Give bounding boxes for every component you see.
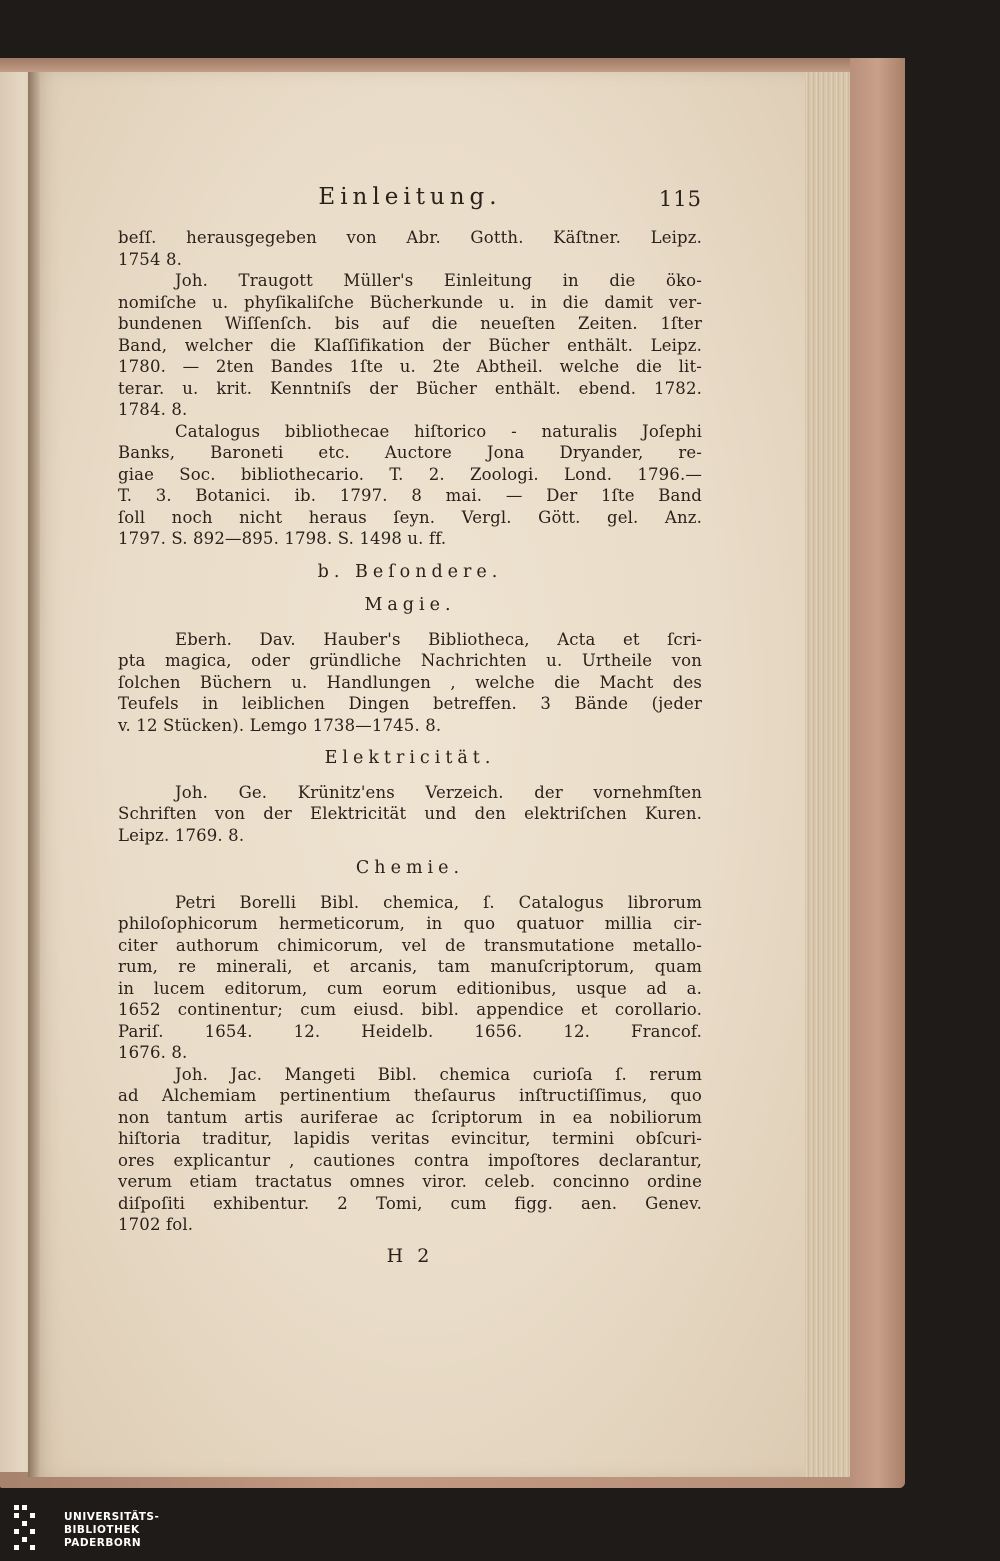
library-logo-icon (14, 1505, 56, 1555)
text-line: Catalogus bibliothecae hiſtorico - naturalis Joſephi (175, 421, 702, 441)
logo-line-3: PADERBORN (64, 1536, 142, 1549)
text-line: Eberh. Dav. Hauber's Bibliotheca, Acta et ſcri- (175, 629, 702, 649)
cover-right-edge (850, 58, 905, 1488)
text-line: Joh. Jac. Mangeti Bibl. chemica curioſa ſ. rerum (175, 1064, 702, 1084)
text-line: non tantum artis auriferae ac ſcriptorum in ea nobiliorum (118, 1107, 702, 1127)
text-line: 1702 fol. (118, 1215, 194, 1234)
signature-mark: H 2 (386, 1244, 434, 1267)
text-line: 1754 8. (118, 249, 183, 269)
section-heading: Magie. (364, 595, 456, 615)
page-number: 115 (658, 187, 702, 211)
section-heading: Chemie. (355, 858, 465, 878)
cover-top-edge (0, 58, 905, 72)
text-line: citer authorum chimicorum, vel de transmutatione metallo- (118, 935, 702, 955)
logo-line-1: UNIVERSITÄTS- (64, 1510, 160, 1523)
text-line: beſſ. herausgegeben von Abr. Gotth. Käſtner. Leipz. (118, 228, 702, 247)
page-fore-edge (805, 72, 850, 1477)
text-line: ſoll noch nicht heraus ſeyn. Vergl. Gött. gel. Anz. (118, 507, 702, 527)
text-line: Petri Borelli Bibl. chemica, ſ. Catalogus librorum (175, 892, 702, 912)
text-line: rum, re minerali, et arcanis, tam manuſcriptorum, quam (118, 957, 702, 976)
text-line: Schriften von der Elektricität und den elektriſchen Kuren. (118, 804, 702, 823)
text-line: diſpoſiti exhibentur. 2 Tomi, cum figg. aen. Genev. (118, 1193, 702, 1213)
text-line: 1652 continentur; cum eiusd. bibl. appendice et corollario. (118, 1000, 702, 1019)
text-line: ſolchen Büchern u. Handlungen , welche die Macht des (118, 672, 702, 692)
text-line: pta magica, oder gründliche Nachrichten u. Urtheile von (118, 651, 702, 670)
text-line: v. 12 Stücken). Lemgo 1738—1745. 8. (118, 715, 442, 735)
section-heading: Elektricität. (324, 748, 496, 768)
text-line: bundenen Wiſſenſch. bis auf die neueſten Zeiten. 1ſter (118, 314, 702, 333)
text-line: Joh. Ge. Krünitz'ens Verzeich. der vornehmſten (175, 782, 702, 802)
text-line: giae Soc. bibliothecario. T. 2. Zoologi. Lond. 1796.— (118, 464, 702, 484)
page-gutter (28, 72, 40, 1477)
text-line: verum etiam tractatus omnes viror. celeb. concinno ordine (118, 1172, 702, 1191)
text-body (118, 227, 702, 1236)
text-line: philoſophicorum hermeticorum, in quo quatuor millia cir- (118, 914, 702, 933)
running-title: Einleitung. (318, 184, 502, 210)
text-line: nomiſche u. phyſikaliſche Bücherkunde u. in die damit ver- (118, 292, 702, 312)
text-line: 1676. 8. (118, 1043, 188, 1062)
section-heading: b. Beſondere. (317, 561, 503, 582)
logo-line-2: BIBLIOTHEK (64, 1523, 140, 1536)
text-line: Banks, Baroneti etc. Auctore Jona Dryander, re- (118, 443, 702, 462)
text-line: hiſtoria traditur, lapidis veritas evincitur, termini obſcuri- (118, 1129, 702, 1148)
text-line: Band, welcher die Klaſſifikation der Bücher enthält. Leipz. (118, 335, 702, 355)
running-header (118, 183, 702, 227)
page-text (118, 183, 702, 1267)
text-line: Joh. Traugott Müller's Einleitung in die öko- (175, 271, 702, 290)
text-line: 1784. 8. (118, 400, 188, 419)
text-line: 1780. — 2ten Bandes 1ſte u. 2te Abtheil. welche die lit- (118, 357, 702, 376)
text-line: ad Alchemiam pertinentium theſaurus inſtructiſſimus, quo (118, 1086, 702, 1105)
text-line: terar. u. krit. Kenntniſs der Bücher enthält. ebend. 1782. (118, 378, 702, 398)
text-line: T. 3. Botanici. ib. 1797. 8 mai. — Der 1ſte Band (118, 486, 702, 505)
text-line: Leipz. 1769. 8. (118, 825, 245, 845)
text-line: ores explicantur , cautiones contra impoſtores declarantur, (118, 1150, 702, 1170)
text-line: 1797. S. 892—895. 1798. S. 1498 u. ff. (118, 529, 447, 548)
library-logo (14, 1505, 159, 1555)
text-line: in lucem editorum, cum eorum editionibus, usque ad a. (118, 978, 702, 998)
text-line: Teufels in leiblichen Dingen betreffen. 3 Bände (jeder (118, 694, 702, 713)
library-logo-text (64, 1511, 159, 1550)
text-line: Pariſ. 1654. 12. Heidelb. 1656. 12. Francof. (118, 1021, 702, 1041)
